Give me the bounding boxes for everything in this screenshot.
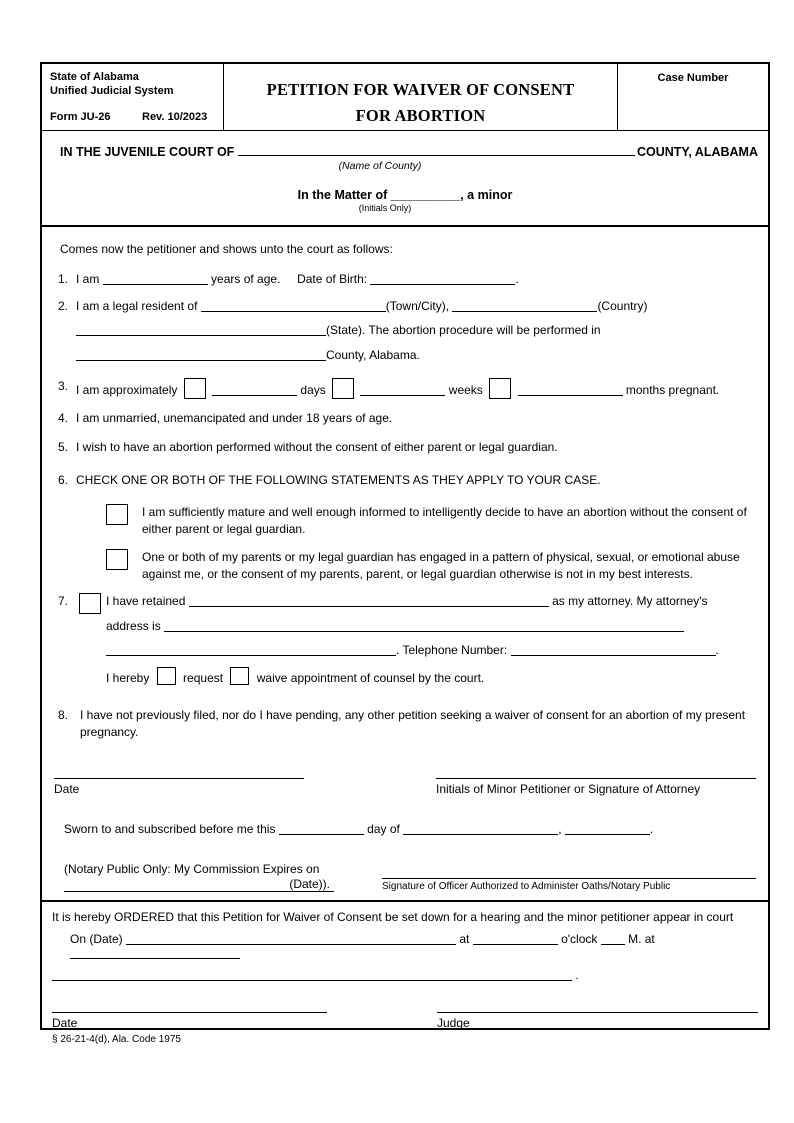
attorney-phone-input[interactable] — [511, 643, 716, 656]
item-5 — [54, 439, 756, 456]
court-line — [52, 141, 758, 159]
item-5-text: I wish to have an abortion performed without the consent of either parent or legal guardian. — [76, 439, 558, 454]
item-4 — [54, 410, 756, 427]
item-1-p2: years of age. — [211, 271, 281, 286]
item-2-number: 2. — [58, 299, 69, 314]
officer-signature-caption: Signature of Officer Authorized to Administer Oaths/Notary Public — [382, 880, 671, 892]
item-2-p2: (Town/City), — [385, 299, 450, 314]
check-option-2 — [106, 549, 756, 584]
notary-p1: (Notary Public Only: My Commission Expires on — [64, 861, 320, 876]
hearing-location-input-2[interactable] — [52, 968, 572, 981]
hearing-time-input[interactable] — [473, 932, 558, 945]
signature-row — [54, 778, 756, 796]
item-5-number: 5. — [58, 439, 69, 454]
item-7-p4: . Telephone Number: — [396, 643, 508, 658]
weeks-checkbox[interactable] — [332, 378, 354, 399]
request-counsel-checkbox[interactable] — [157, 667, 176, 685]
item-1-text — [76, 271, 756, 288]
mature-checkbox[interactable] — [106, 504, 128, 525]
order-date-line — [52, 932, 758, 960]
check-option-2-label: One or both of my parents or my legal guardian has engaged in a pattern of physical, sexual, or emotional abuse against me, or the consent of my parents, parent, or legal guardian otherwise is not in my best interests. — [142, 549, 740, 581]
case-number-block — [618, 64, 768, 131]
in-the-matter-of: In the Matter of __________, a minor — [297, 188, 513, 203]
order-line1: It is hereby ORDERED that this Petition for Waiver of Consent be set down for a hearing and the minor petitioner appear in court — [52, 909, 734, 924]
form-title — [224, 64, 618, 131]
item-2-p1: I am a legal resident of — [76, 299, 198, 314]
item-3-p4: months pregnant. — [625, 383, 720, 398]
age-input[interactable] — [103, 272, 208, 285]
signature-area — [42, 758, 768, 892]
statute-citation: § 26-21-4(d), Ala. Code 1975 — [52, 1033, 181, 1045]
judge-label: Judge — [437, 1015, 470, 1030]
sworn-p1: Sworn to and subscribed before me this — [64, 821, 276, 836]
months-checkbox[interactable] — [489, 378, 511, 399]
item-7-p8: waive appointment of counsel by the court. — [256, 670, 485, 685]
order-section — [42, 900, 768, 1055]
sworn-statement — [54, 822, 756, 836]
m-at-label: M. at — [628, 931, 655, 946]
form-revision: Rev. 10/2023 — [142, 110, 208, 123]
court-caption — [42, 131, 768, 227]
item-1-number: 1. — [58, 271, 69, 286]
oclock-label: o'clock — [561, 931, 598, 946]
item-7-p6: I hereby — [106, 670, 150, 685]
initials-signature-block — [436, 778, 756, 796]
system-label: Unified Judicial System — [50, 84, 174, 97]
item-8-number: 8. — [58, 707, 69, 722]
item-4-number: 4. — [58, 410, 69, 425]
notary-p2: (Date)). — [289, 876, 330, 891]
county-alabama-label: COUNTY, ALABAMA — [636, 145, 758, 160]
order-period: . — [575, 967, 579, 982]
date-signature-block — [54, 778, 304, 796]
date-label: Date — [54, 781, 80, 796]
item-3-text — [76, 378, 756, 399]
procedure-county-input[interactable] — [76, 348, 326, 361]
item-2-p5: County, Alabama. — [326, 347, 420, 362]
order-date-label: Date — [52, 1015, 78, 1030]
check-option-1 — [106, 504, 756, 539]
item-6 — [54, 472, 756, 489]
judge-block — [437, 1012, 758, 1045]
item-8-text: I have not previously filed, nor do I have pending, any other petition seeking a waiver of consent for an abortion of my present pregnancy. — [80, 707, 746, 740]
item-7-p5: . — [715, 643, 719, 658]
item-2-p4: (State). The abortion procedure will be performed in — [326, 323, 601, 338]
item-3-p2: days — [300, 383, 326, 398]
sworn-p2: day of — [367, 821, 400, 836]
form-page — [40, 62, 770, 1045]
item-6-number: 6. — [58, 473, 69, 488]
days-input[interactable] — [212, 383, 297, 396]
state-input[interactable] — [76, 323, 326, 336]
item-3-p3: weeks — [448, 383, 483, 398]
petition-body — [42, 227, 768, 757]
county-input[interactable] — [238, 141, 635, 156]
order-date-block — [52, 1012, 327, 1045]
item-3-number: 3. — [58, 379, 69, 394]
check-option-1-label: I am sufficiently mature and well enough informed to intelligently decide to have an abortion without the consent of either parent or legal guardian. — [142, 504, 747, 537]
item-3-p1: I am approximately — [76, 383, 178, 398]
item-7-p2: as my attorney. My attorney's — [552, 594, 708, 609]
sworn-day-input[interactable] — [279, 822, 364, 835]
item-2-p3: (Country) — [597, 299, 648, 314]
sworn-year-input[interactable] — [565, 822, 650, 835]
name-of-county-caption: (Name of County) — [338, 160, 422, 173]
check-option-2-box-wrap — [106, 549, 136, 584]
item-1-p4: . — [515, 271, 519, 286]
form-title-line2: FOR ABORTION — [355, 105, 486, 125]
officer-signature-block — [382, 862, 756, 892]
abuse-checkbox[interactable] — [106, 549, 128, 570]
order-location-line2 — [52, 968, 758, 982]
attorney-address-input-1[interactable] — [164, 619, 684, 632]
item-7-p7: request — [183, 670, 224, 685]
form-title-line1: PETITION FOR WAIVER OF CONSENT — [266, 80, 575, 99]
item-4-text: I am unmarried, unemancipated and under 18 years of age. — [76, 410, 393, 425]
item-7-text — [106, 593, 756, 687]
town-city-input[interactable] — [201, 299, 386, 312]
days-checkbox[interactable] — [184, 378, 206, 399]
weeks-input[interactable] — [360, 383, 445, 396]
sworn-p4: . — [649, 821, 654, 836]
item-7-box-wrap — [76, 593, 106, 687]
on-date-label: On (Date) — [70, 931, 123, 946]
hearing-location-input-1[interactable] — [70, 946, 240, 959]
form-header — [42, 64, 768, 131]
item-7 — [54, 593, 756, 687]
item-1-p1: I am — [76, 271, 100, 286]
hearing-date-input[interactable] — [126, 932, 456, 945]
retained-attorney-checkbox[interactable] — [79, 593, 101, 614]
notary-commission-input[interactable] — [64, 877, 334, 892]
initials-only-caption: (Initials Only) — [358, 203, 412, 214]
item-2 — [54, 298, 756, 364]
juvenile-court-label: IN THE JUVENILE COURT OF — [60, 145, 235, 160]
header-agency-block — [42, 64, 224, 131]
sworn-p3: , — [558, 821, 562, 836]
attorney-name-input[interactable] — [189, 594, 549, 607]
order-signature-row — [52, 1012, 758, 1045]
at-label: at — [459, 931, 470, 946]
intro-text: Comes now the petitioner and shows unto the court as follows: — [60, 242, 393, 257]
item-7-number: 7. — [58, 594, 69, 609]
waive-counsel-checkbox[interactable] — [230, 667, 249, 685]
attorney-address-input-2[interactable] — [106, 643, 396, 656]
case-number-label: Case Number — [657, 72, 729, 84]
item-3 — [54, 378, 756, 399]
item-6-text: CHECK ONE OR BOTH OF THE FOLLOWING STATEMENTS AS THEY APPLY TO YOUR CASE. — [76, 473, 601, 488]
initials-label: Initials of Minor Petitioner or Signature of Attorney — [436, 781, 701, 796]
form-number: Form JU-26 — [50, 110, 111, 123]
item-8 — [54, 707, 756, 742]
country-input[interactable] — [452, 299, 597, 312]
state-label: State of Alabama — [50, 71, 139, 83]
dob-input[interactable] — [370, 272, 515, 285]
item-2-text — [76, 298, 756, 364]
item-7-p1: I have retained — [106, 594, 186, 609]
item-1-p3: Date of Birth: — [297, 271, 368, 286]
am-pm-input[interactable] — [601, 932, 625, 945]
notary-row — [54, 862, 756, 892]
check-option-1-box-wrap — [106, 504, 136, 539]
months-input[interactable] — [518, 383, 623, 396]
item-1 — [54, 271, 756, 288]
item-7-p3: address is — [106, 618, 161, 633]
notary-commission-block — [54, 862, 364, 892]
sworn-month-input[interactable] — [403, 822, 558, 835]
